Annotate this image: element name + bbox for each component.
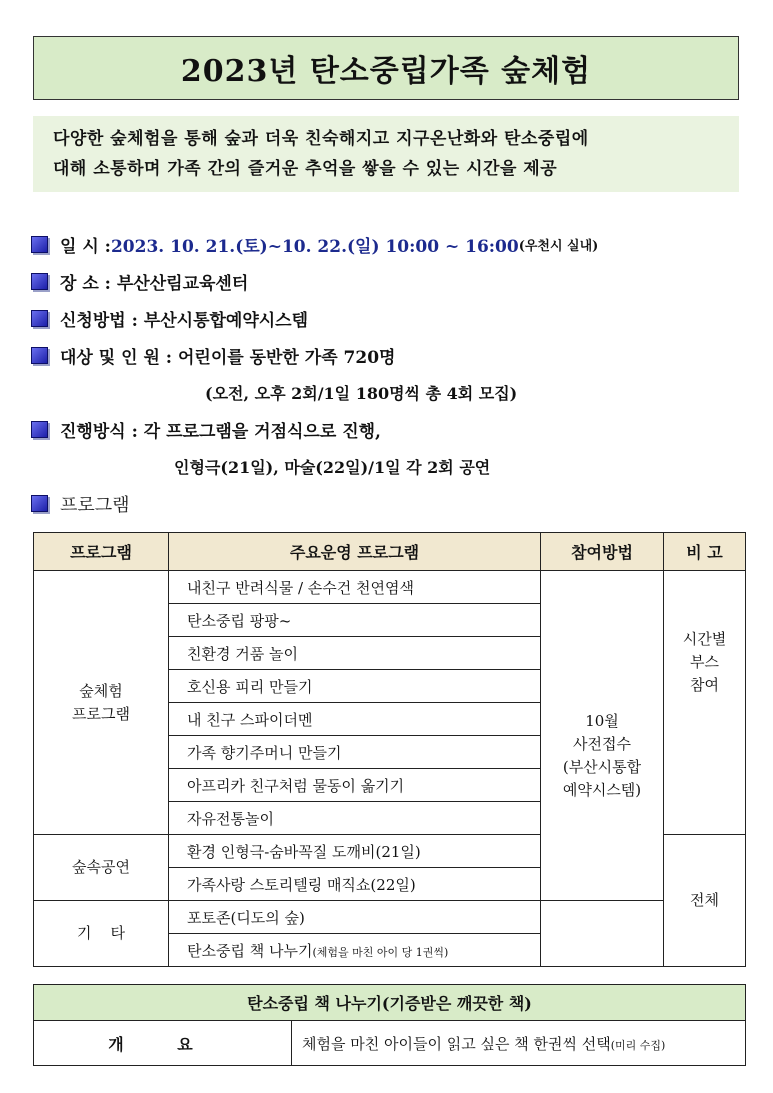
square-bullet-icon: [31, 495, 48, 512]
square-bullet-icon: [31, 421, 48, 438]
group-other: 기 타: [34, 901, 169, 967]
apply-text: 신청방법 : 부산시통합예약시스템: [60, 311, 309, 331]
method-cell: 10월 사전접수 (부산시통합 예약시스템): [541, 571, 664, 901]
book-share-note: (체험을 마친 아이 당 1권씩): [312, 945, 449, 959]
book-share-table: [33, 984, 746, 1066]
intro-line-1: 다양한 숲체험을 통해 숲과 더욱 친숙해지고 지구온난화와 탄소중립에: [53, 129, 589, 149]
book-key: 개 요: [34, 1021, 292, 1066]
table-header-row: [34, 533, 746, 571]
place-text: 장 소 : 부산산림교육센터: [60, 274, 249, 294]
item-target-sub: [31, 374, 751, 411]
table-cell: 친환경 거품 놀이: [169, 637, 541, 670]
date-label: 일 시 :: [60, 237, 111, 257]
method-blank: [541, 901, 664, 967]
note-booth: 시간별 부스 참여: [664, 571, 746, 835]
header-note: 비 고: [664, 533, 746, 571]
info-list: [31, 226, 751, 522]
item-target: [31, 337, 751, 374]
table-cell: 아프리카 친구처럼 물동이 옮기기: [169, 769, 541, 802]
table-cell: 환경 인형극-숨바꼭질 도깨비(21일): [169, 835, 541, 868]
intro-box: [33, 116, 739, 192]
table-row: [34, 901, 746, 934]
header-main-program: 주요운영 프로그램: [169, 533, 541, 571]
table-cell: 내친구 반려식물 / 손수건 천연염색: [169, 571, 541, 604]
item-date: [31, 226, 751, 263]
table-cell: 가족 향기주머니 만들기: [169, 736, 541, 769]
table-cell: 탄소중립 팡팡~: [169, 604, 541, 637]
header-method: 참여방법: [541, 533, 664, 571]
method-sub-text: 인형극(21일), 마술(22일)/1일 각 2회 공연: [174, 458, 491, 477]
book-header-row: [34, 985, 746, 1021]
table-cell: 가족사랑 스토리텔링 매직쇼(22일): [169, 868, 541, 901]
item-program: [31, 485, 751, 522]
table-cell: [169, 934, 541, 967]
table-cell: 자유전통놀이: [169, 802, 541, 835]
program-heading: 프로그램: [60, 494, 130, 516]
book-header: 탄소중립 책 나누기(기증받은 깨끗한 책): [34, 985, 746, 1021]
square-bullet-icon: [31, 236, 48, 253]
note-all: 전체: [664, 835, 746, 967]
book-value-note: (미리 수집): [610, 1038, 666, 1052]
method-text: 진행방식 : 각 프로그램을 거점식으로 진행,: [60, 422, 381, 442]
table-row: [34, 571, 746, 604]
book-value: [292, 1021, 746, 1066]
item-method: [31, 411, 751, 448]
date-note: (우천시 실내): [518, 239, 599, 254]
table-cell: 포토존(디도의 숲): [169, 901, 541, 934]
table-cell: 내 친구 스파이더멘: [169, 703, 541, 736]
square-bullet-icon: [31, 310, 48, 327]
page-title: 2023년 탄소중립가족 숲체험: [33, 36, 739, 100]
intro-line-2: 대해 소통하며 가족 간의 즐거운 추억을 쌓을 수 있는 시간을 제공: [53, 159, 558, 179]
book-share-text: 탄소중립 책 나누기: [187, 941, 313, 960]
program-table: [33, 532, 746, 967]
item-place: [31, 263, 751, 300]
square-bullet-icon: [31, 347, 48, 364]
item-method-sub: [31, 448, 751, 485]
book-row: [34, 1021, 746, 1066]
target-sub-text: (오전, 오후 2회/1일 180명씩 총 4회 모집): [205, 384, 518, 403]
book-value-text: 체험을 마친 아이들이 읽고 싶은 책 한권씩 선택: [302, 1034, 611, 1053]
header-program: 프로그램: [34, 533, 169, 571]
item-apply: [31, 300, 751, 337]
square-bullet-icon: [31, 273, 48, 290]
group-forest: 숲체험 프로그램: [34, 571, 169, 835]
target-text: 대상 및 인 원 : 어린이를 동반한 가족 720명: [60, 348, 396, 368]
group-performance: 숲속공연: [34, 835, 169, 901]
table-cell: 호신용 피리 만들기: [169, 670, 541, 703]
date-value: 2023. 10. 21.(토)~10. 22.(일) 10:00 ~ 16:00: [110, 237, 519, 257]
